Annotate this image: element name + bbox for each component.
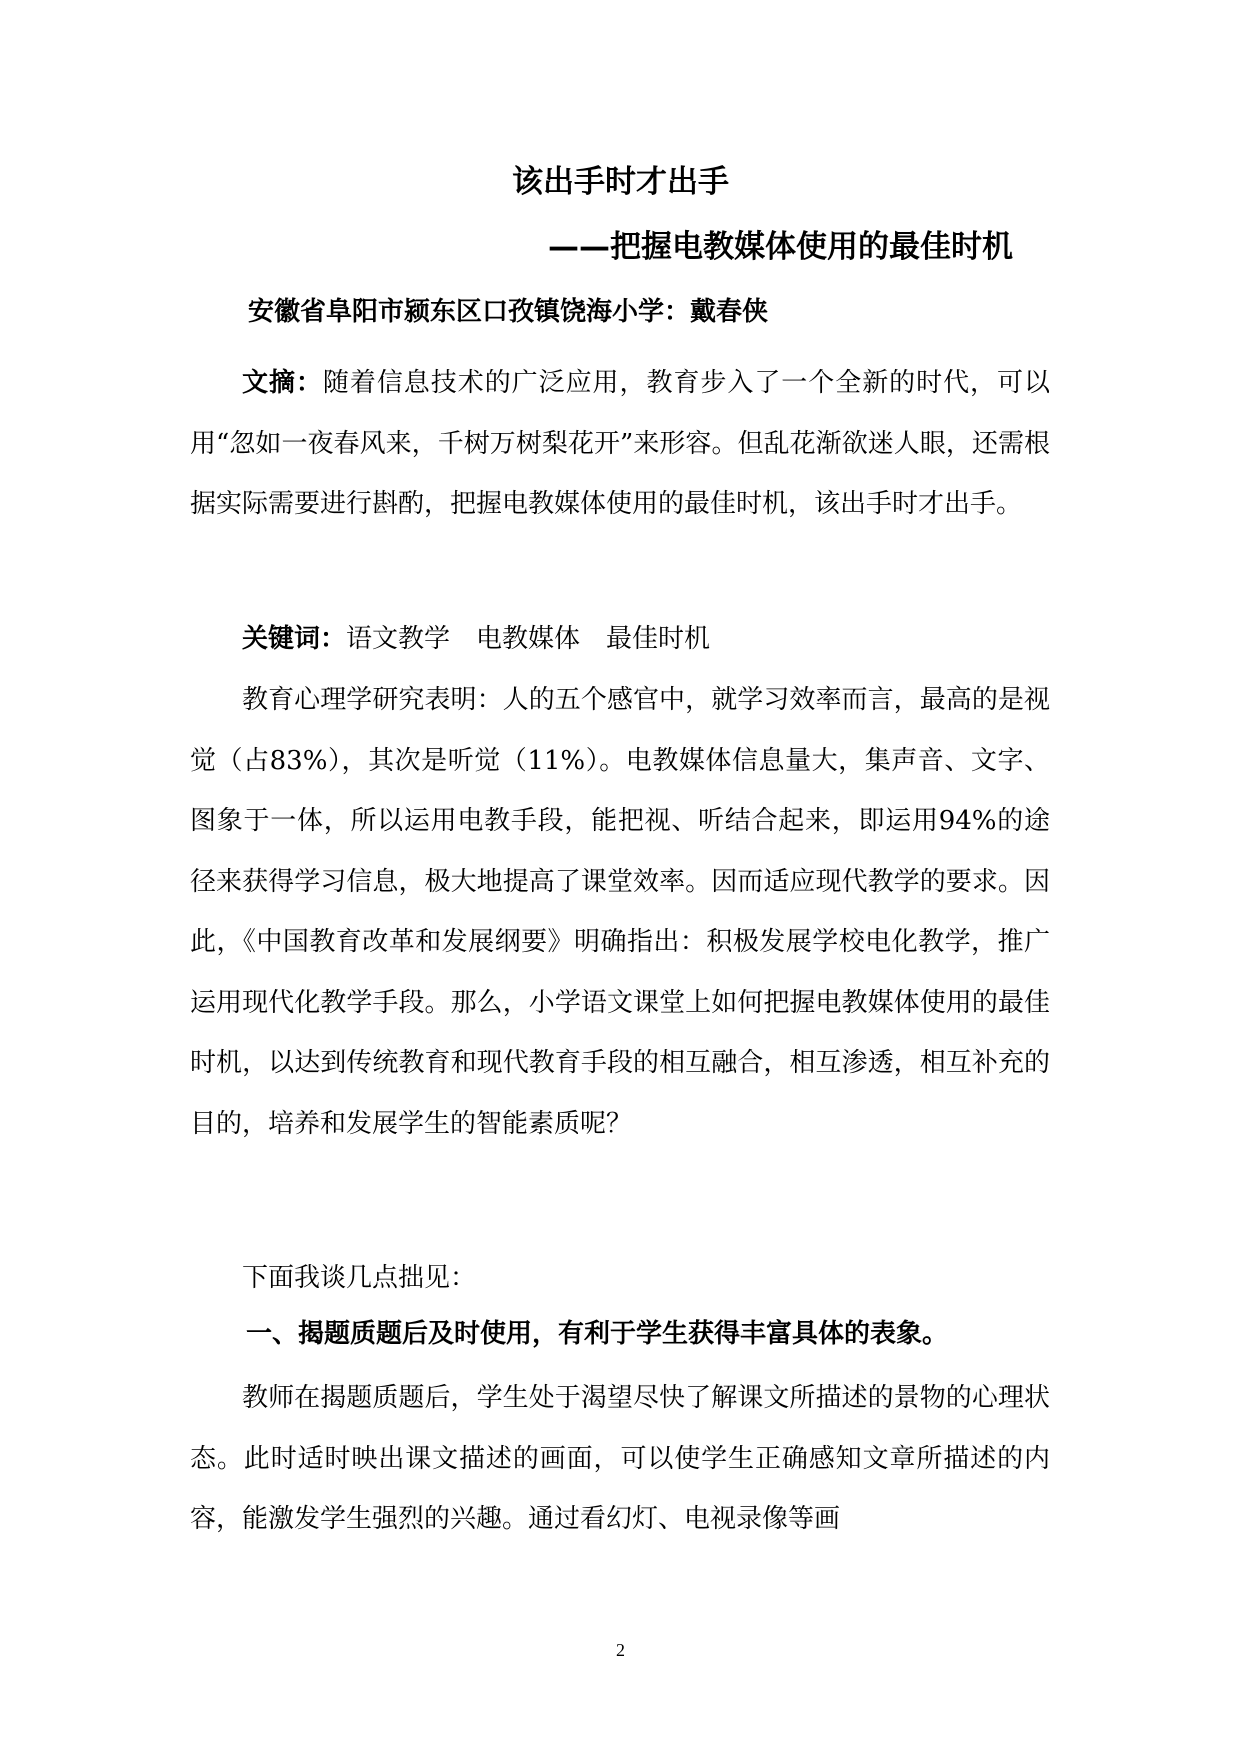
- abstract-text: 随着信息技术的广泛应用，教育步入了一个全新的时代，可以用“忽如一夜春风来，千树万树梨花开”来形容。但乱花渐欲迷人眼，还需根据实际需要进行斟酌，把握电教媒体使用的最佳时机，该出手时才出手。: [190, 368, 1050, 519]
- author-line: 安徽省阜阳市颍东区口孜镇饶海小学：戴春侠: [248, 297, 769, 327]
- keywords-label: 关键词：: [242, 624, 347, 654]
- page-number: 2: [616, 1640, 625, 1660]
- abstract-label: 文摘：: [242, 368, 323, 398]
- keywords-paragraph: [190, 609, 1050, 670]
- abstract-paragraph: [190, 353, 1050, 535]
- keyword-item: 语文教学: [346, 624, 451, 654]
- body-paragraph: 下面我谈几点拙见：: [242, 1263, 477, 1293]
- document-subtitle: ——把握电教媒体使用的最佳时机: [548, 229, 1013, 265]
- keyword-item: 最佳时机: [606, 624, 711, 654]
- body-paragraph: 教育心理学研究表明：人的五个感官中，就学习效率而言，最高的是视觉（占83%），其次是听觉（11%）。电教媒体信息量大，集声音、文字、图象于一体，所以运用电教手段，能把视、听结合起来，即运用94%的途径来获得学习信息，极大地提高了课堂效率。因而适应现代教学的要求。因此，《中国教育改革和发展纲要》明确指出：积极发展学校电化教学，推广运用现代化教学手段。那么，小学语文课堂上如何把握电教媒体使用的最佳时机，以达到传统教育和现代教育手段的相互融合，相互渗透，相互补充的目的，培养和发展学生的智能素质呢？: [190, 685, 1050, 1139]
- section-heading: 一、揭题质题后及时使用，有利于学生获得丰富具体的表象。: [246, 1319, 949, 1349]
- body-paragraph: 教师在揭题质题后，学生处于渴望尽快了解课文所描述的景物的心理状态。此时适时映出课文描述的画面，可以使学生正确感知文章所描述的内容，能激发学生强烈的兴趣。通过看幻灯、电视录像等画: [190, 1383, 1050, 1534]
- document-title: 该出手时才出手: [512, 164, 729, 200]
- keyword-item: 电教媒体: [476, 624, 581, 654]
